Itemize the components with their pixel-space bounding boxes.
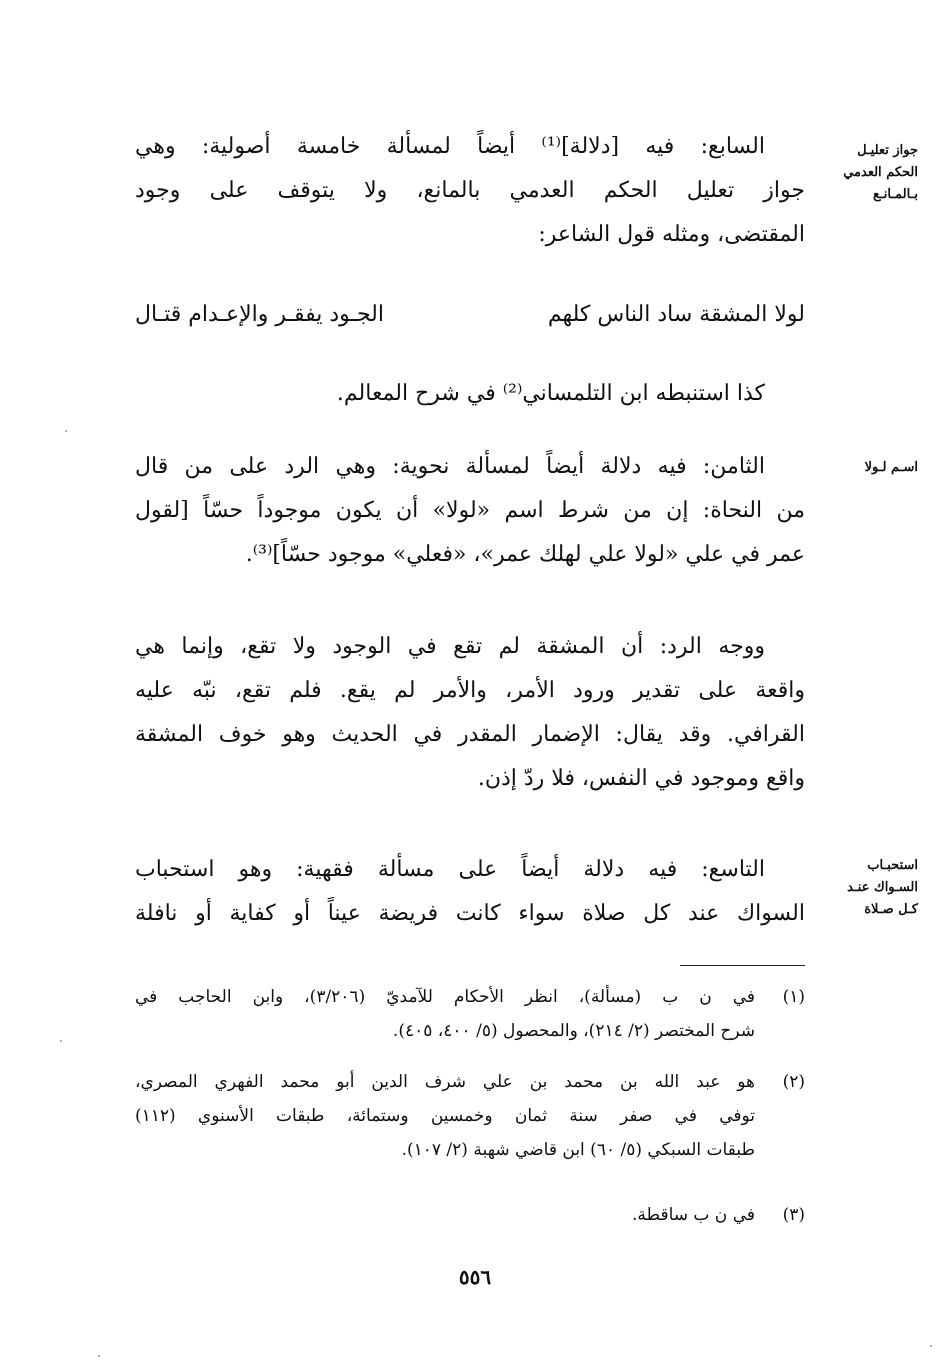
footnote-number: (٣) — [782, 1205, 805, 1225]
margin-note-line: استحبـاب — [867, 858, 918, 873]
footnote-number: (١) — [782, 987, 805, 1007]
text-line: جواز تعليل الحكم العدمي بالمانع، ولا يتوقف على وجود — [135, 178, 805, 203]
margin-note-2 — [818, 457, 918, 479]
text-line: القرافي. وقد يقال: الإضمار المقدر في الحديث وهو خوف المشقة — [135, 722, 805, 747]
paragraph-seventh — [135, 125, 805, 257]
margin-note-line: جواز تعليـل — [857, 143, 918, 158]
margin-note-line: اسـم لـولا — [864, 460, 918, 475]
verse-first-hemistich: لولا المشقة ساد الناس كلهم — [547, 302, 805, 327]
text-line: السابع: فيه [دلالة]⁽¹⁾ أيضاً لمسألة خامسة أصولية: وهي — [135, 134, 765, 159]
footnote-number: (٢) — [782, 1072, 805, 1092]
footnote-line: توفي في صفر سنة ثمان وخمسين وستمائة، طبقات الأسنوي (١١٢) — [135, 1106, 755, 1126]
scan-speck — [98, 1355, 100, 1357]
footnote-line: في ن ب (مسألة)، انظر الأحكام للآمديّ (٣/٢٠٦)، وابن الحاجب في — [135, 987, 755, 1007]
scan-speck — [930, 1345, 932, 1347]
margin-note-line: السـواك عنـد — [847, 880, 918, 895]
paragraph-ninth — [135, 848, 805, 936]
footnote-line: طبقات السبكي (٥/ ٦٠) ابن قاضي شهبة (٢/ ١٠٧). — [401, 1140, 755, 1160]
text-line: واقعة على تقدير ورود الأمر، والأمر لم يقع. فلم تقع، نبّه عليه — [135, 678, 805, 703]
scan-speck — [60, 1040, 62, 1042]
footnote-2 — [135, 1065, 805, 1167]
scan-speck — [65, 430, 67, 432]
paragraph-rebuttal — [135, 625, 805, 801]
paragraph-eighth — [135, 445, 805, 577]
text-line: واقع وموجود في النفس، فلا ردّ إذن. — [477, 766, 805, 791]
margin-note-line: بـالمـانـع — [873, 187, 918, 202]
footnote-line: شرح المختصر (٢/ ٢١٤)، والمحصول (٥/ ٤٠٠، ٤٠٥). — [392, 1021, 755, 1041]
text-line: عمر في علي «لولا علي لهلك عمر»، «فعلي» موجود حسّاً]⁽³⁾. — [245, 542, 805, 567]
margin-note-line: كـل صـلاة — [864, 902, 918, 917]
text-line: السواك عند كل صلاة سواء كانت فريضة عيناً أو كفاية أو نافلة — [135, 901, 805, 926]
paragraph-source — [135, 372, 805, 416]
footnote-line: هو عبد الله بن محمد بن علي شرف الدين أبو محمد الفهري المصري، — [135, 1072, 755, 1092]
text-line: ووجه الرد: أن المشقة لم تقع في الوجود ولا تقع، وإنما هي — [135, 634, 765, 659]
text-line: التاسع: فيه دلالة أيضاً على مسألة فقهية: وهو استحباب — [135, 857, 765, 882]
poetry-verse — [135, 302, 805, 342]
margin-note-1 — [818, 140, 918, 206]
text-line: المقتضى، ومثله قول الشاعر: — [538, 222, 805, 247]
footnote-1 — [135, 980, 805, 1048]
text-line: الثامن: فيه دلالة أيضاً لمسألة نحوية: وهي الرد على من قال — [135, 454, 765, 479]
margin-note-line: الحكم العدمي — [843, 165, 918, 180]
text-line: من النحاة: إن من شرط اسم «لولا» أن يكون موجوداً حسّاً [لقول — [135, 498, 805, 523]
footnote-line: في ن ب ساقطة. — [631, 1205, 755, 1225]
verse-second-hemistich: الجـود يفقـر والإعـدام قتـال — [135, 302, 384, 327]
text-line: كذا استنبطه ابن التلمساني⁽²⁾ في شرح المعالم. — [336, 381, 765, 406]
page-number: ٥٥٦ — [458, 1265, 492, 1289]
margin-note-3 — [818, 855, 918, 921]
footnote-3 — [135, 1198, 805, 1232]
footnote-separator — [680, 965, 805, 966]
